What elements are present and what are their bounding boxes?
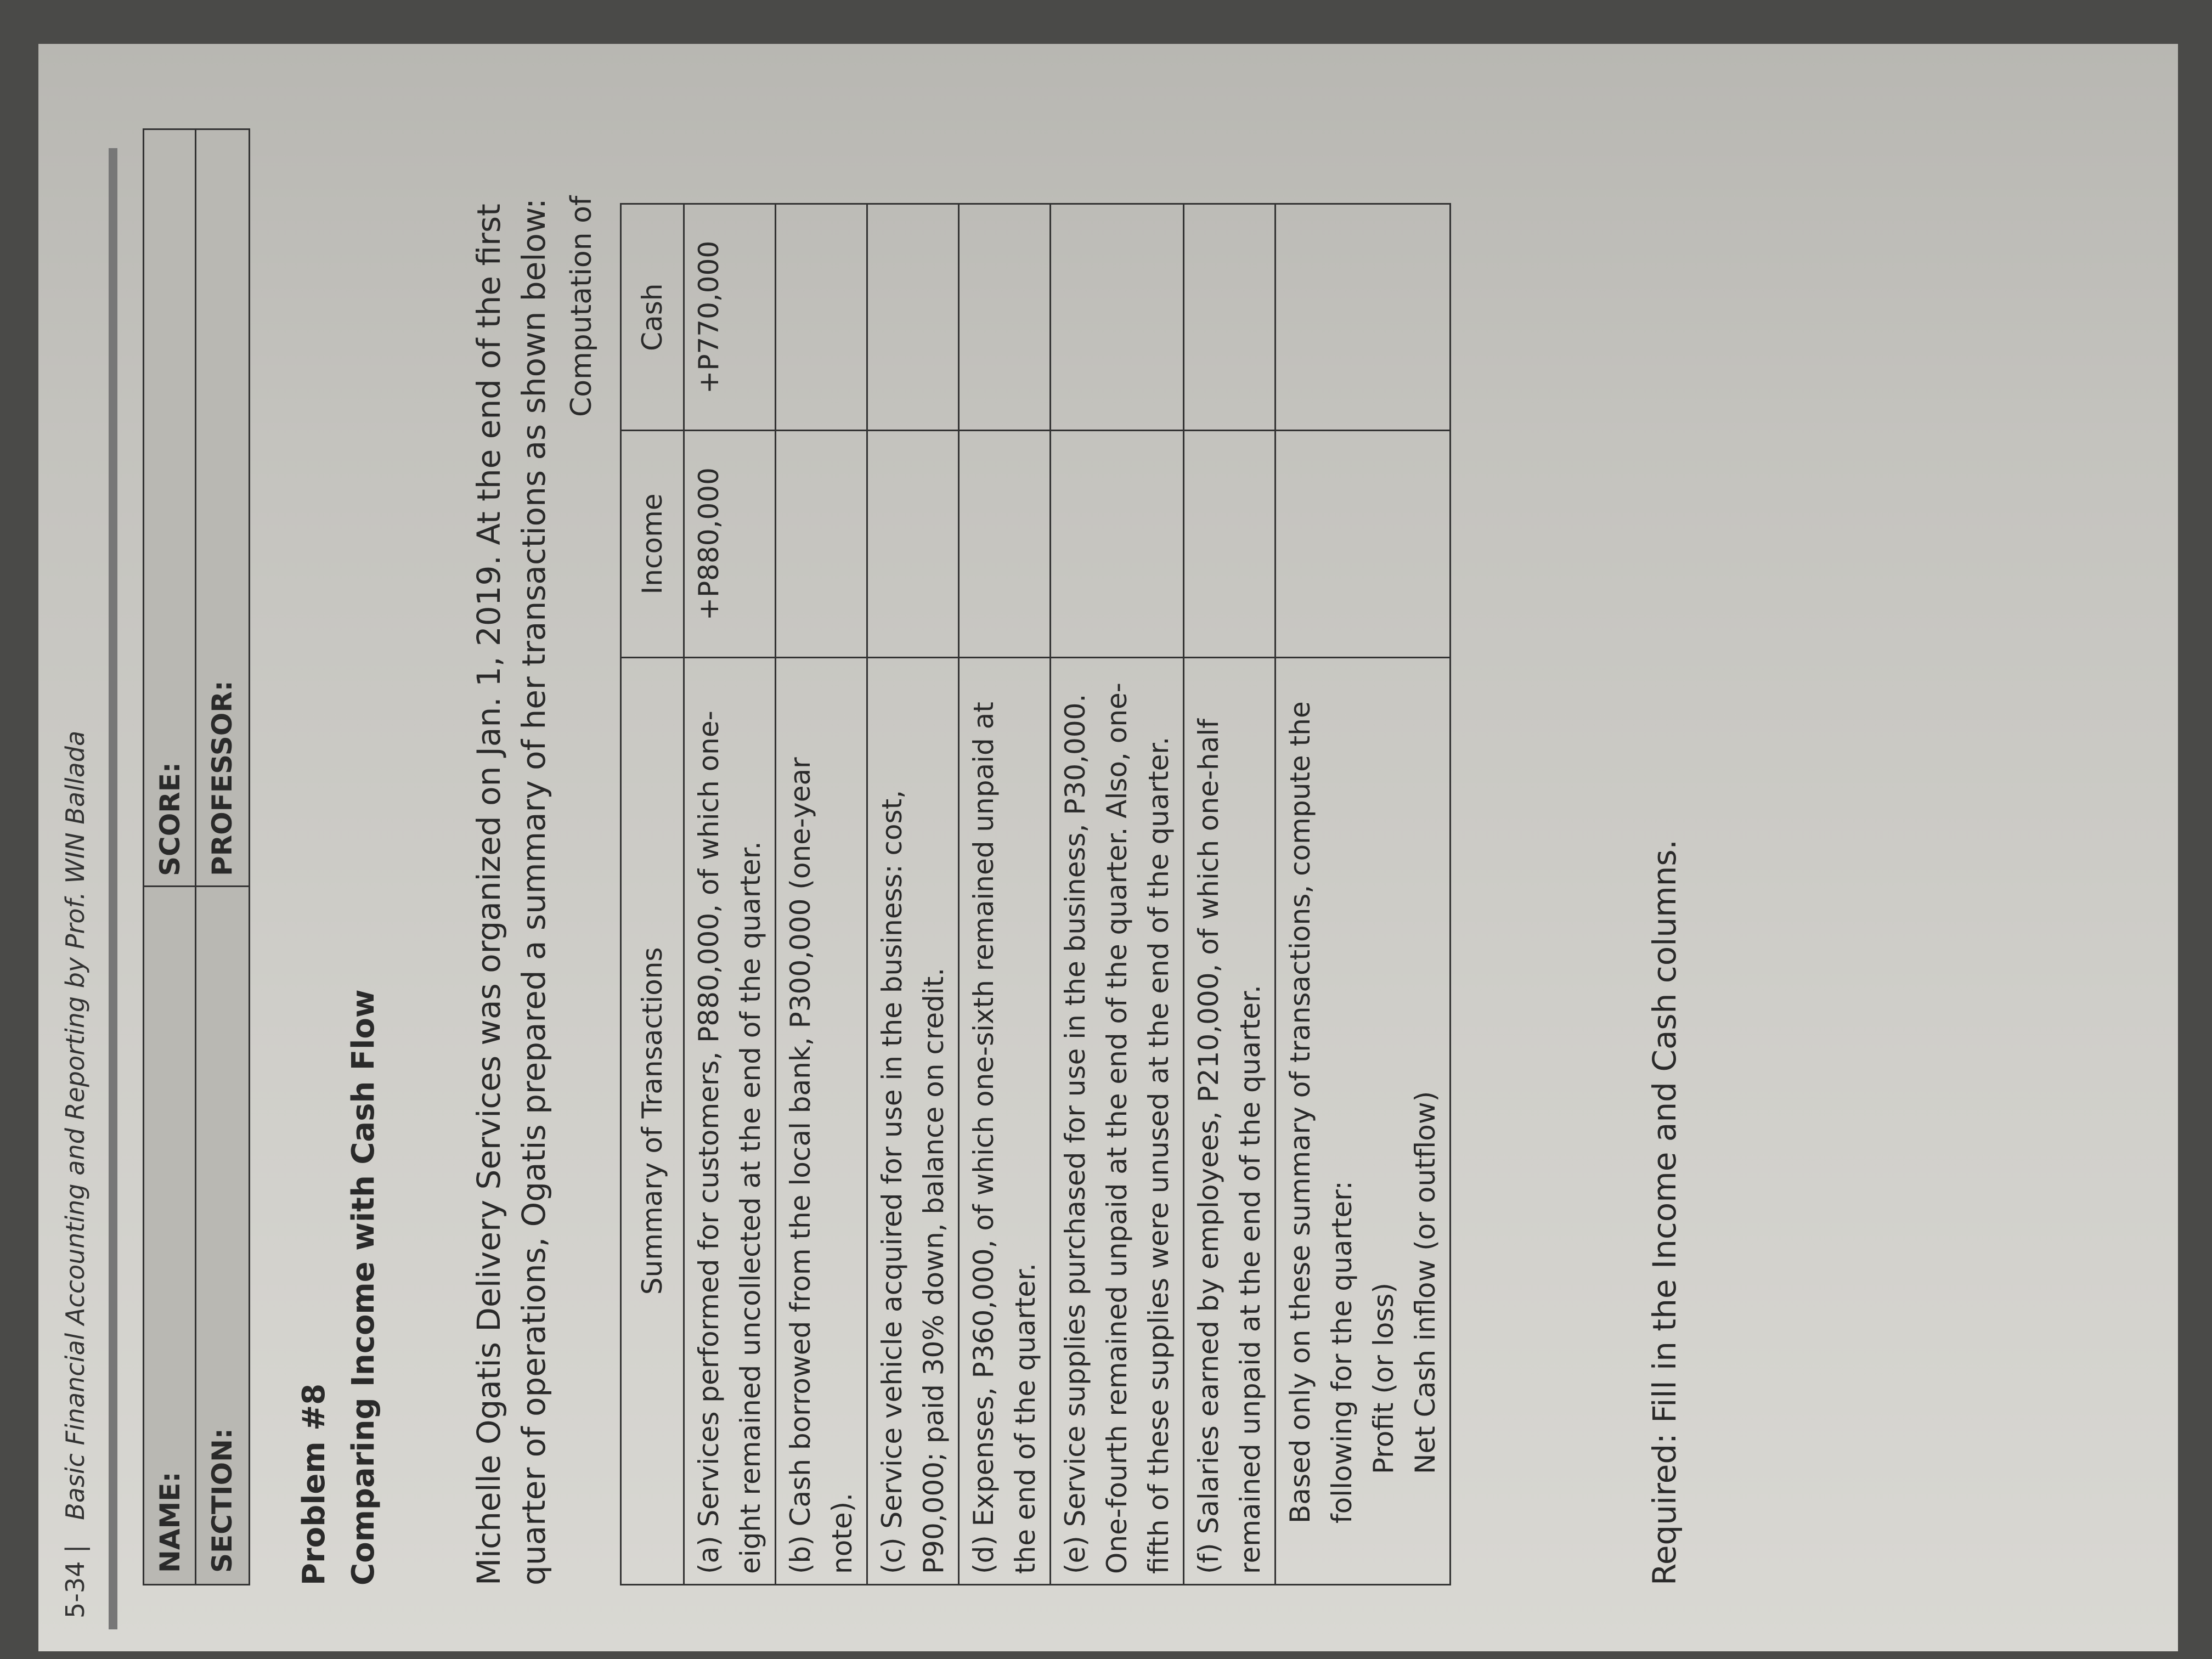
summary-income[interactable] xyxy=(1276,431,1451,657)
problem-title: Comparing Income with Cash Flow xyxy=(346,989,381,1585)
table-row xyxy=(959,204,1051,1585)
intro-line-1: Michelle Ogatis Delivery Services was organized on Jan. 1, 2019. At the end of the first xyxy=(470,204,507,1585)
problem-intro xyxy=(466,0,556,1585)
intro-line-2: quarter of operations, Ogatis prepared a summary of her transactions as shown below: xyxy=(515,198,552,1585)
row-b-cash[interactable] xyxy=(776,204,867,431)
info-divider xyxy=(144,885,249,887)
summary-question xyxy=(1276,657,1451,1584)
row-d-desc: (d) Expenses, P360,000, of which one-sixth remained unpaid at the end of the quarter. xyxy=(959,657,1051,1584)
summary-cash[interactable] xyxy=(1276,204,1451,431)
row-f-desc: (f) Salaries earned by employees, P210,000, of which one-half remained unpaid at the end of the quarter. xyxy=(1184,657,1276,1584)
row-e-desc: (e) Service supplies purchased for use in the business, P30,000. One-fourth remained unpaid at the end of the quarter. Also, one-fifth of these supplies were unused at the end of the quarter. xyxy=(1051,657,1184,1584)
row-b-income[interactable] xyxy=(776,431,867,657)
row-b-desc: (b) Cash borrowed from the local bank, P300,000 (one-year note). xyxy=(776,657,867,1584)
professor-label: PROFESSOR: xyxy=(206,680,238,876)
row-e-cash[interactable] xyxy=(1051,204,1184,431)
row-d-cash[interactable] xyxy=(959,204,1051,431)
profit-label: Profit (or loss) xyxy=(1368,1283,1400,1474)
row-f-income[interactable] xyxy=(1184,431,1276,657)
row-a-income[interactable]: +P880,000 xyxy=(684,431,776,657)
name-label: NAME: xyxy=(154,1471,186,1573)
worksheet-page xyxy=(38,44,2178,1651)
table-header-row xyxy=(621,204,684,1585)
row-f-cash[interactable] xyxy=(1184,204,1276,431)
row-e-income[interactable] xyxy=(1051,431,1184,657)
problem-number: Problem #8 xyxy=(296,1383,332,1585)
row-d-income[interactable] xyxy=(959,431,1051,657)
cash-header: Cash xyxy=(621,204,684,431)
running-header xyxy=(60,731,90,1618)
summary-header: Summary of Transactions xyxy=(621,657,684,1584)
row-a-cash[interactable]: +P770,000 xyxy=(684,204,776,431)
page-number: 5-34 | xyxy=(60,1544,90,1618)
income-header: Income xyxy=(621,431,684,657)
name-row xyxy=(144,130,196,1584)
required-instruction: Required: Fill in the Income and Cash columns. xyxy=(1646,839,1683,1585)
table-row xyxy=(867,204,959,1585)
table-row xyxy=(684,204,776,1585)
row-c-desc: (c) Service vehicle acquired for use in the business: cost, P90,000; paid 30% down, balance on credit. xyxy=(867,657,959,1584)
section-label: SECTION: xyxy=(206,1428,238,1573)
table-row xyxy=(1051,204,1184,1585)
net-cash-label: Net Cash inflow (or outflow) xyxy=(1409,1091,1441,1474)
row-a-desc: (a) Services performed for customers, P880,000, of which one-eight remained uncollected at the end of the quarter. xyxy=(684,657,776,1584)
table-row xyxy=(1184,204,1276,1585)
table-row xyxy=(776,204,867,1585)
row-c-cash[interactable] xyxy=(867,204,959,431)
transactions-table xyxy=(620,203,1451,1585)
header-rule xyxy=(109,148,117,1629)
summary-row xyxy=(1276,204,1451,1585)
book-title: Basic Financial Accounting and Reporting by Prof. WIN Ballada xyxy=(60,730,90,1520)
student-info-box xyxy=(143,128,250,1585)
row-c-income[interactable] xyxy=(867,431,959,657)
section-row xyxy=(196,130,249,1584)
computation-label: Computation of xyxy=(565,195,598,417)
summary-question-text: Based only on these summary of transactions, compute the following for the quarter: xyxy=(1284,701,1358,1523)
score-label: SCORE: xyxy=(154,762,186,876)
